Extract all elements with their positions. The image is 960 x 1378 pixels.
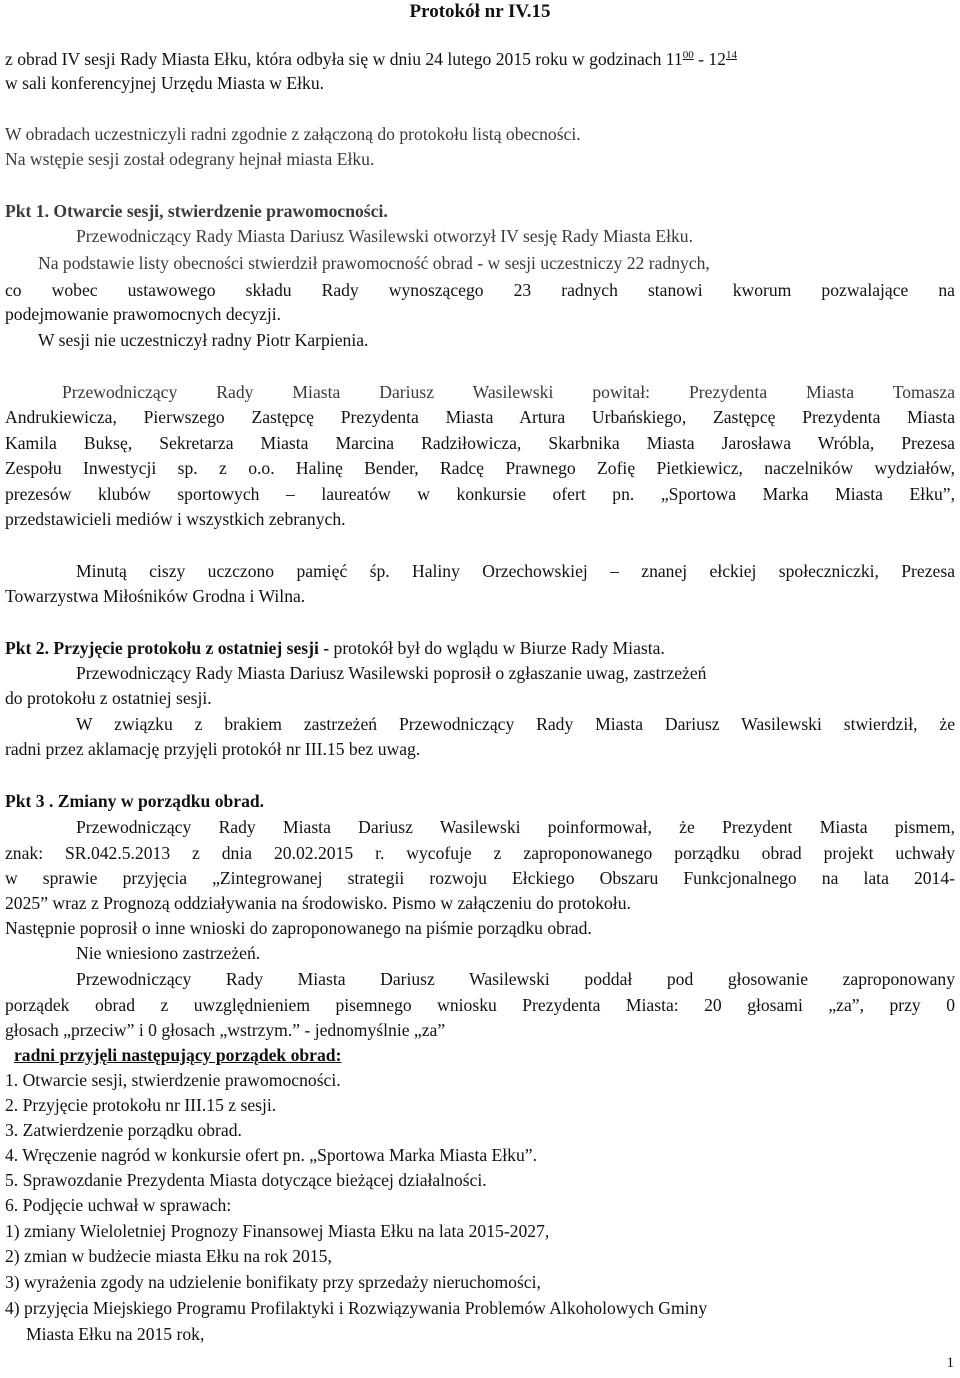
- pkt1-heading: Pkt 1. Otwarcie sesji, stwierdzenie prawomocności.: [5, 201, 388, 221]
- agenda-item: 5. Sprawozdanie Prezydenta Miasta dotyczące bieżącej działalności.: [5, 1170, 487, 1190]
- pkt1-line-1: Przewodniczący Rady Miasta Dariusz Wasilewski otworzył IV sesję Rady Miasta Ełku.: [76, 226, 693, 246]
- pkt1-line-4: podejmowanie prawomocnych decyzji.: [5, 304, 282, 324]
- agenda-subitem: 3) wyrażenia zgody na udzielenie bonifikaty przy sprzedaży nieruchomości,: [5, 1272, 541, 1292]
- intro-line-4: Na wstępie sesji został odegrany hejnał miasta Ełku.: [5, 149, 375, 169]
- pkt3-line-8: porządek obrad z uwzględnieniem pisemnego wniosku Prezydenta Miasta: 20 głosami „za”, przy 0: [5, 995, 955, 1015]
- agenda-subitem: 1) zmiany Wieloletniej Prognozy Finansowej Miasta Ełku na lata 2015-2027,: [5, 1221, 550, 1241]
- pkt3-line-3: w sprawie przyjęcia „Zintegrowanej strategii rozwoju Ełckiego Obszaru Funkcjonalnego na lata 2014-: [5, 868, 955, 888]
- page-number: 1: [946, 1355, 954, 1371]
- agenda-heading: radni przyjęli następujący porządek obrad:: [14, 1045, 342, 1065]
- pkt2-heading: Pkt 2. Przyjęcie protokołu z ostatniej sesji - protokół był do wglądu w Biurze Rady Miasta.: [5, 638, 665, 658]
- pkt1-welcome-line-4: Zespołu Inwestycji sp. z o.o. Halinę Bender, Radcę Prawnego Zofię Pietkiewicz, naczelników wydziałów,: [5, 458, 955, 478]
- agenda-item: 4. Wręczenie nagród w konkursie ofert pn. „Sportowa Marka Miasta Ełku”.: [5, 1145, 537, 1165]
- pkt1-welcome-line-5: prezesów klubów sportowych – laureatów w konkursie ofert pn. „Sportowa Marka Miasta Ełku”,: [5, 484, 955, 504]
- pkt1-memorial-line-1: Minutą ciszy uczczono pamięć śp. Haliny Orzechowskiej – znanej ełckiej społeczniczki, Prezesa: [76, 561, 955, 581]
- pkt1-welcome-line-3: Kamila Buksę, Sekretarza Miasta Marcina Radziłowicza, Skarbnika Miasta Jarosława Wróbla, Prezesa: [5, 433, 955, 453]
- pkt1-welcome-line-6: przedstawicieli mediów i wszystkich zebranych.: [5, 509, 346, 529]
- pkt2-line-3: W związku z brakiem zastrzeżeń Przewodniczący Rady Miasta Dariusz Wasilewski stwierdził, że: [76, 714, 955, 734]
- agenda-item: 3. Zatwierdzenie porządku obrad.: [5, 1120, 242, 1140]
- pkt2-line-2: do protokołu z ostatniej sesji.: [5, 688, 212, 708]
- intro-line-1: z obrad IV sesji Rady Miasta Ełku, która odbyła się w dniu 24 lutego 2015 roku w godzinach $11^{00} - 12^{14}$: [5, 49, 737, 69]
- pkt3-line-4: 2025” wraz z Prognozą oddziaływania na środowisko. Pismo w załączeniu do protokołu.: [5, 893, 631, 913]
- pkt1-welcome-line-2: Andrukiewicza, Pierwszego Zastępcę Prezydenta Miasta Artura Urbańskiego, Zastępcę Prezydenta Miasta: [5, 407, 955, 427]
- pkt3-line-5: Następnie poprosił o inne wnioski do zaproponowanego na piśmie porządku obrad.: [5, 918, 592, 938]
- agenda-item: 1. Otwarcie sesji, stwierdzenie prawomocności.: [5, 1070, 341, 1090]
- intro-line-2: w sali konferencyjnej Urzędu Miasta w Ełku.: [5, 73, 325, 93]
- pkt1-line-2: Na podstawie listy obecności stwierdził prawomocność obrad - w sesji uczestniczy 22 radnych,: [38, 253, 710, 273]
- pkt2-line-4: radni przez aklamację przyjęli protokół nr III.15 bez uwag.: [5, 739, 421, 759]
- agenda-subitem: Miasta Ełku na 2015 rok,: [26, 1324, 205, 1344]
- pkt3-line-9: głosach „przeciw” i 0 głosach „wstrzym.” - jednomyślnie „za”: [5, 1020, 446, 1040]
- pkt1-welcome-line-1: Przewodniczący Rady Miasta Dariusz Wasilewski powitał: Prezydenta Miasta Tomasza: [62, 382, 955, 402]
- page-title: Protokół nr IV.15: [409, 1, 551, 22]
- intro-line-3: W obradach uczestniczyli radni zgodnie z załączoną do protokołu listą obecności.: [5, 124, 581, 144]
- pkt1-memorial-line-2: Towarzystwa Miłośników Grodna i Wilna.: [5, 586, 306, 606]
- pkt3-line-6: Nie wniesiono zastrzeżeń.: [76, 943, 261, 963]
- pkt1-line-3: co wobec ustawowego składu Rady wynoszącego 23 radnych stanowi kworum pozwalające na: [5, 280, 955, 300]
- agenda-subitem: 4) przyjęcia Miejskiego Programu Profilaktyki i Rozwiązywania Problemów Alkoholowych Gminy: [5, 1298, 708, 1318]
- agenda-subitem: 2) zmian w budżecie miasta Ełku na rok 2015,: [5, 1246, 332, 1266]
- pkt2-line-1: Przewodniczący Rady Miasta Dariusz Wasilewski poprosił o zgłaszanie uwag, zastrzeżeń: [76, 663, 707, 683]
- pkt3-line-1: Przewodniczący Rady Miasta Dariusz Wasilewski poinformował, że Prezydent Miasta pismem,: [76, 817, 955, 837]
- pkt3-line-2: znak: SR.042.5.2013 z dnia 20.02.2015 r. wycofuje z zaproponowanego porządku obrad projekt uchwały: [5, 843, 955, 863]
- pkt3-heading: Pkt 3 . Zmiany w porządku obrad.: [5, 791, 265, 811]
- pkt1-line-5: W sesji nie uczestniczył radny Piotr Karpienia.: [38, 330, 369, 350]
- agenda-item: 2. Przyjęcie protokołu nr III.15 z sesji.: [5, 1095, 277, 1115]
- pkt3-line-7: Przewodniczący Rady Miasta Dariusz Wasilewski poddał pod głosowanie zaproponowany: [76, 969, 955, 989]
- agenda-item: 6. Podjęcie uchwał w sprawach:: [5, 1195, 232, 1215]
